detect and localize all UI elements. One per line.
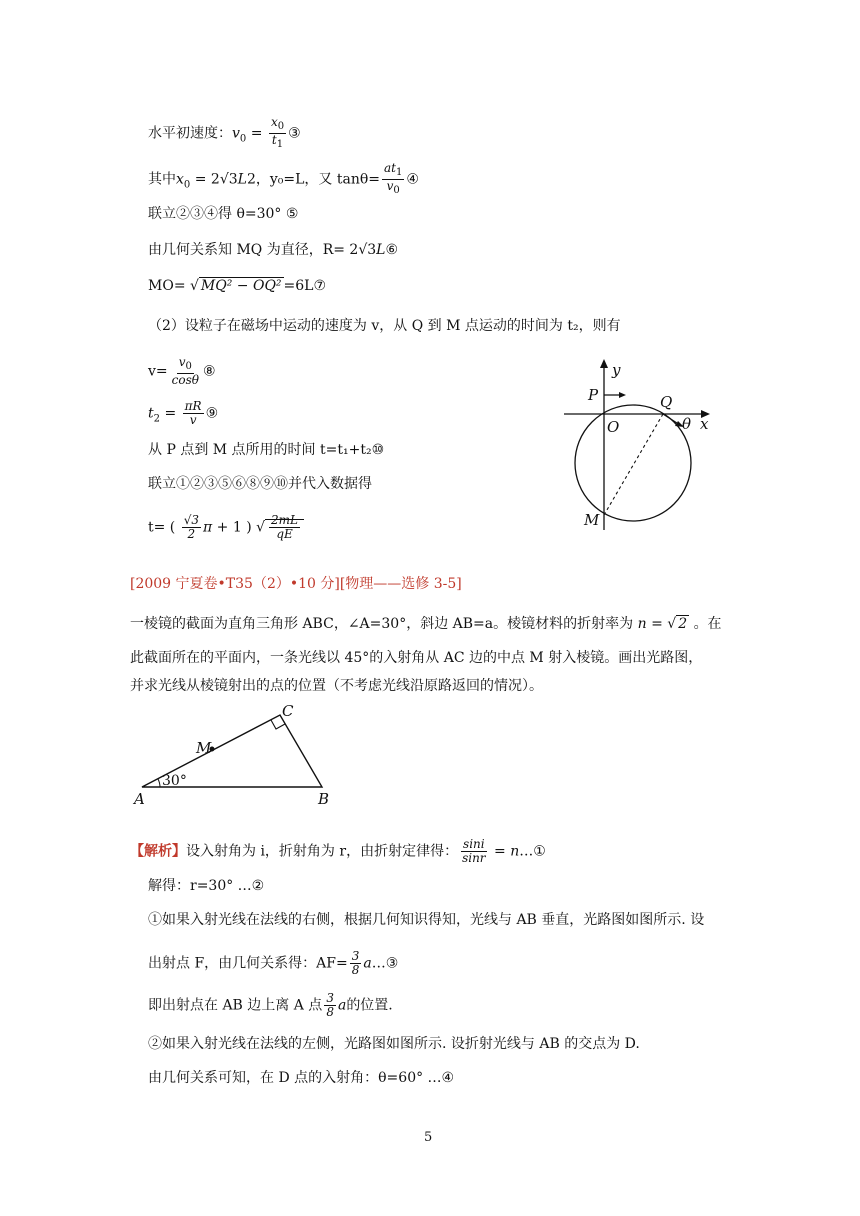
line-v0: 水平初速度：$v_0$ = $\frac{x_0}{t_1}$ ③	[148, 115, 301, 150]
tri-label-C: C	[282, 702, 294, 720]
problem-text-3: 并求光线从棱镜射出的点的位置（不考虑光线沿原路返回的情况）。	[130, 678, 543, 694]
triangle-figure	[130, 702, 350, 812]
problem-source: [2009 宁夏卷•T35（2）•10 分][物理——选修 3-5]	[130, 576, 462, 592]
text: 出射点 F，由几何关系得：AF=	[148, 955, 348, 972]
text: ，y₀=L，又 tanθ=	[255, 171, 381, 188]
problem-text-2: 此截面所在的平面内，一条光线以 45°的入射角从 AC 边的中点 M 射入棱镜。画出光路图，	[130, 650, 703, 666]
label-theta: θ	[682, 415, 692, 433]
text: 设入射角为 i，折射角为 r，由折射定律得：	[186, 843, 459, 860]
circle-figure	[560, 355, 720, 540]
line-combine: 联立①②③⑤⑥⑧⑨⑩并代入数据得	[148, 476, 372, 492]
solution-line-4: 出射点 F，由几何关系得：AF= $\frac{3}{8}$ a…③	[148, 949, 399, 977]
text: 其中	[148, 171, 176, 188]
line-t2: $t_2$ = $\frac{\pi R}{v}$ ⑨	[148, 399, 219, 427]
line-MO: MO= √ MQ² − OQ² =6L⑦	[148, 278, 327, 294]
solution-tag: 【解析】	[130, 843, 186, 860]
tri-label-A: A	[134, 790, 145, 808]
line-t-result: t= ( $\frac{√3}{2}$ π + 1 ) √ $\frac{2mL}{qE}$	[148, 514, 304, 541]
line-v: v= $\frac{v_0}{\cos\theta}$ ⑧	[148, 355, 216, 387]
line-x0: 其中$x_0 = 2√3L2$，y₀=L，又 tanθ= $\frac{at_1}{v_0}$ ④	[148, 161, 419, 196]
label-P: P	[588, 386, 599, 404]
problem-text-1: 一棱镜的截面为直角三角形 ABC，∠A=30°，斜边 AB=a。棱镜材料的折射率为 n = √ 2 。在	[130, 616, 722, 632]
solution-line-1: 【解析】设入射角为 i，折射角为 r，由折射定律得： $\frac{\sin i}{\sin r}$ = n…①	[130, 837, 546, 865]
text: MO=	[148, 278, 186, 294]
label-O: O	[607, 418, 620, 436]
label-Q: Q	[660, 393, 673, 411]
text: v=	[148, 363, 168, 380]
label-y: y	[612, 361, 621, 379]
line-R: 由几何关系知 MQ 为直径，R= 2√3L⑥	[148, 242, 399, 258]
label-M: M	[584, 511, 600, 529]
line-part2: （2）设粒子在磁场中运动的速度为 v，从 Q 到 M 点运动的时间为 t₂，则有	[148, 318, 621, 334]
solution-line-5: 即出射点在 AB 边上离 A 点 $\frac{3}{8}$ a的位置.	[148, 991, 393, 1019]
text: 的位置.	[346, 997, 393, 1014]
text: 即出射点在 AB 边上离 A 点	[148, 997, 323, 1014]
text: 由几何关系知 MQ 为直径，R=	[148, 242, 345, 258]
tri-label-B: B	[318, 790, 330, 808]
text: 一棱镜的截面为直角三角形 ABC，∠A=30°，斜边 AB=a。棱镜材料的折射率为	[130, 616, 634, 632]
line-theta: 联立②③④得 θ=30° ⑤	[148, 206, 299, 222]
tri-label-M: M	[196, 739, 212, 757]
text: t=	[148, 519, 166, 536]
tri-label-angle: 30°	[162, 773, 187, 789]
text: =6L⑦	[283, 278, 327, 294]
label-x: x	[700, 415, 709, 433]
text: 水平初速度：	[148, 125, 232, 142]
solution-line-7: 由几何关系可知，在 D 点的入射角：θ=60° …④	[148, 1070, 455, 1086]
page-number: 5	[424, 1130, 433, 1145]
line-total-time: 从 P 点到 M 点所用的时间 t=t₁+t₂⑩	[148, 442, 385, 458]
solution-line-2: 解得：r=30° …②	[148, 878, 265, 894]
solution-line-3: ①如果入射光线在法线的右侧，根据几何知识得知，光线与 AB 垂直，光路图如图所示. 设	[148, 912, 705, 928]
solution-line-6: ②如果入射光线在法线的左侧，光路图如图所示. 设折射光线与 AB 的交点为 D.	[148, 1036, 640, 1052]
text: 。在	[693, 616, 722, 632]
